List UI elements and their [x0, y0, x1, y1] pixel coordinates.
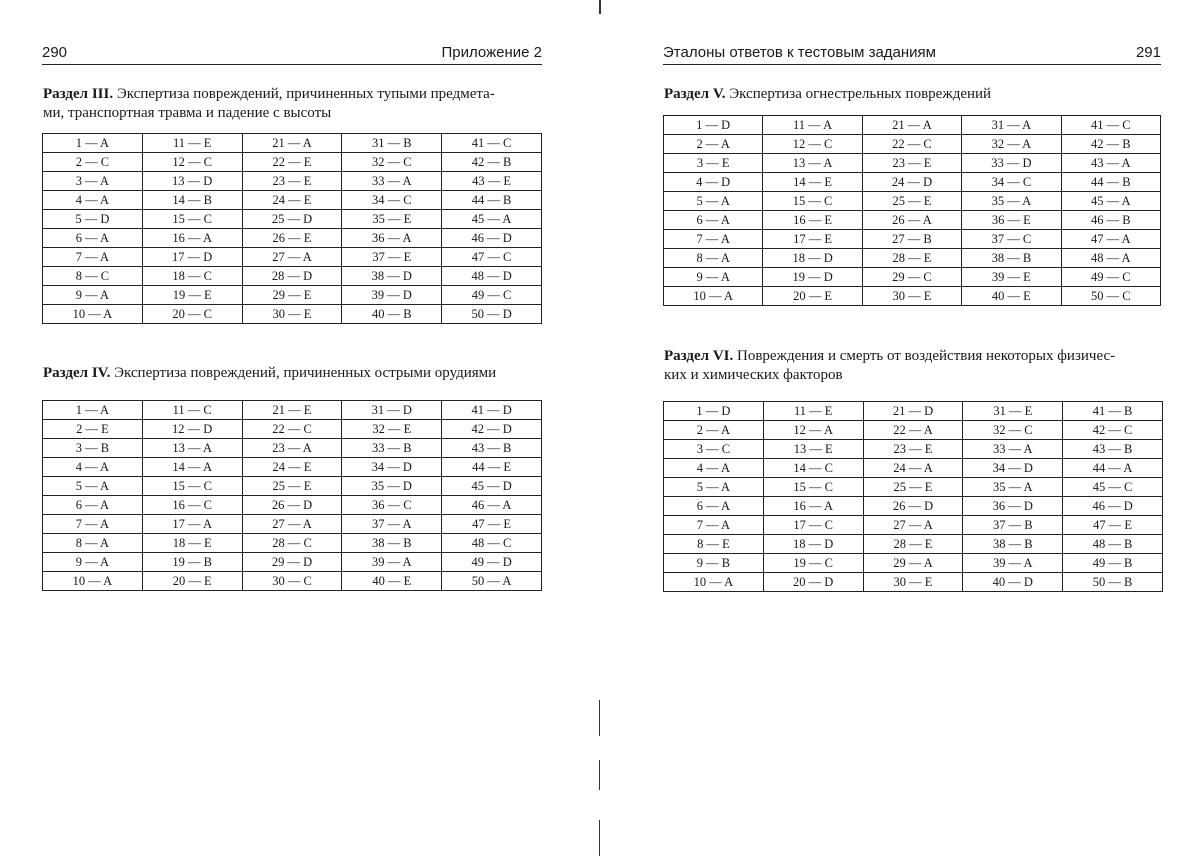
answer-cell: 11 — E [142, 134, 242, 153]
answer-cell: 36 — E [962, 211, 1061, 230]
answer-cell: 45 — C [1063, 478, 1163, 497]
answer-cell: 3 — A [43, 172, 143, 191]
answer-cell: 17 — C [763, 516, 863, 535]
answer-cell: 21 — E [242, 401, 342, 420]
page-number: 291 [1135, 44, 1161, 61]
answer-cell: 16 — C [142, 496, 242, 515]
answer-cell: 33 — A [342, 172, 442, 191]
answer-cell: 14 — A [142, 458, 242, 477]
answer-row [43, 229, 542, 248]
answer-cell: 26 — A [862, 211, 961, 230]
answer-cell: 8 — A [664, 249, 763, 268]
answer-cell: 22 — A [863, 421, 963, 440]
answer-cell: 31 — A [962, 116, 1061, 135]
answer-row [43, 172, 542, 191]
answer-row [43, 401, 542, 420]
section-title-line: Экспертиза повреждений, причиненных тупыми предмета- [116, 86, 495, 102]
answer-cell: 36 — C [342, 496, 442, 515]
answer-row [43, 496, 542, 515]
answer-row [43, 191, 542, 210]
answer-cell: 6 — A [43, 496, 143, 515]
answer-cell: 27 — A [242, 515, 342, 534]
answer-cell: 23 — A [242, 439, 342, 458]
answer-cell: 40 — D [963, 573, 1063, 592]
answer-row [664, 497, 1163, 516]
answer-cell: 46 — B [1061, 211, 1160, 230]
answer-cell: 15 — C [763, 478, 863, 497]
answer-cell: 43 — B [442, 439, 542, 458]
answer-cell: 30 — E [863, 573, 963, 592]
answer-cell: 14 — B [142, 191, 242, 210]
answer-cell: 12 — A [763, 421, 863, 440]
answer-row [664, 421, 1163, 440]
answer-cell: 30 — E [862, 287, 961, 306]
answer-cell: 42 — C [1063, 421, 1163, 440]
answer-cell: 11 — E [763, 402, 863, 421]
answer-cell: 29 — A [863, 554, 963, 573]
answer-cell: 3 — B [43, 439, 143, 458]
page-number: 290 [42, 44, 68, 61]
answer-cell: 7 — A [43, 248, 143, 267]
answer-cell: 43 — A [1061, 154, 1160, 173]
answer-cell: 24 — E [242, 458, 342, 477]
answer-cell: 48 — B [1063, 535, 1163, 554]
answer-cell: 10 — A [43, 305, 143, 324]
answer-cell: 29 — D [242, 553, 342, 572]
answer-cell: 31 — E [963, 402, 1063, 421]
answer-cell: 40 — E [962, 287, 1061, 306]
answer-cell: 1 — A [43, 401, 143, 420]
answer-cell: 6 — A [43, 229, 143, 248]
section-6-title [664, 346, 1115, 366]
answer-row [43, 420, 542, 439]
answer-row [43, 553, 542, 572]
answer-cell: 23 — E [242, 172, 342, 191]
answer-cell: 12 — C [763, 135, 862, 154]
answer-cell: 29 — C [862, 268, 961, 287]
answer-cell: 1 — D [664, 116, 763, 135]
gutter-mark [599, 700, 600, 736]
answer-cell: 10 — A [664, 287, 763, 306]
answer-cell: 46 — D [1063, 497, 1163, 516]
answer-row [43, 267, 542, 286]
answer-cell: 20 — E [142, 572, 242, 591]
answer-cell: 20 — E [763, 287, 862, 306]
answer-cell: 37 — C [962, 230, 1061, 249]
answer-cell: 32 — A [962, 135, 1061, 154]
answer-cell: 35 — E [342, 210, 442, 229]
answer-cell: 2 — A [664, 135, 763, 154]
answer-cell: 7 — A [664, 516, 764, 535]
answer-cell: 15 — C [763, 192, 862, 211]
section-5-title [664, 84, 991, 104]
running-header-left [42, 42, 542, 65]
answer-cell: 22 — C [242, 420, 342, 439]
answer-cell: 49 — B [1063, 554, 1163, 573]
answer-row [664, 135, 1161, 154]
answer-cell: 30 — C [242, 572, 342, 591]
answer-cell: 18 — D [763, 249, 862, 268]
header-title: Приложение 2 [441, 44, 542, 61]
answer-cell: 34 — D [342, 458, 442, 477]
answer-cell: 31 — D [342, 401, 442, 420]
answer-cell: 45 — D [442, 477, 542, 496]
answer-cell: 50 — A [442, 572, 542, 591]
answer-cell: 31 — B [342, 134, 442, 153]
gutter-mark [599, 820, 600, 856]
answer-cell: 33 — D [962, 154, 1061, 173]
answer-cell: 14 — E [763, 173, 862, 192]
answer-cell: 24 — A [863, 459, 963, 478]
answer-row [43, 286, 542, 305]
answer-cell: 24 — E [242, 191, 342, 210]
answer-cell: 50 — B [1063, 573, 1163, 592]
answer-row [43, 305, 542, 324]
answer-row [664, 268, 1161, 287]
answer-cell: 8 — C [43, 267, 143, 286]
section-title-line: Повреждения и смерть от воздействия некоторых физичес- [737, 348, 1116, 364]
answer-cell: 47 — A [1061, 230, 1160, 249]
section-title-line: ми, транспортная травма и падение с высоты [43, 105, 332, 121]
answer-cell: 44 — E [442, 458, 542, 477]
answer-cell: 26 — D [863, 497, 963, 516]
answer-cell: 27 — A [863, 516, 963, 535]
answer-cell: 25 — D [242, 210, 342, 229]
answer-cell: 18 — E [142, 534, 242, 553]
answer-cell: 26 — E [242, 229, 342, 248]
answer-cell: 27 — A [242, 248, 342, 267]
answer-row [664, 173, 1161, 192]
answer-row [664, 249, 1161, 268]
answer-cell: 39 — A [963, 554, 1063, 573]
header-title: Эталоны ответов к тестовым заданиям [663, 44, 936, 61]
answer-cell: 25 — E [863, 478, 963, 497]
answer-row [43, 458, 542, 477]
answer-cell: 27 — B [862, 230, 961, 249]
answer-table-section-4 [42, 400, 542, 591]
answer-cell: 32 — C [342, 153, 442, 172]
answer-cell: 46 — A [442, 496, 542, 515]
answer-cell: 16 — A [142, 229, 242, 248]
section-3-title-cont [43, 103, 331, 123]
answer-cell: 35 — D [342, 477, 442, 496]
answer-cell: 35 — A [963, 478, 1063, 497]
answer-cell: 36 — D [963, 497, 1063, 516]
answer-cell: 36 — A [342, 229, 442, 248]
answer-row [664, 192, 1161, 211]
answer-row [664, 211, 1161, 230]
answer-cell: 5 — A [43, 477, 143, 496]
answer-row [43, 477, 542, 496]
answer-row [664, 287, 1161, 306]
answer-cell: 47 — E [442, 515, 542, 534]
answer-cell: 42 — B [1061, 135, 1160, 154]
answer-cell: 33 — B [342, 439, 442, 458]
answer-cell: 38 — B [962, 249, 1061, 268]
answer-row [43, 134, 542, 153]
answer-cell: 50 — C [1061, 287, 1160, 306]
answer-cell: 21 — A [242, 134, 342, 153]
answer-cell: 23 — E [863, 440, 963, 459]
running-header-right [663, 42, 1161, 65]
answer-cell: 49 — C [442, 286, 542, 305]
answer-cell: 23 — E [862, 154, 961, 173]
section-label: Раздел III. [43, 86, 114, 102]
answer-cell: 37 — B [963, 516, 1063, 535]
answer-cell: 42 — B [442, 153, 542, 172]
answer-cell: 28 — E [862, 249, 961, 268]
answer-cell: 8 — A [43, 534, 143, 553]
answer-cell: 43 — B [1063, 440, 1163, 459]
answer-row [43, 534, 542, 553]
answer-cell: 41 — B [1063, 402, 1163, 421]
answer-cell: 4 — A [43, 458, 143, 477]
answer-row [43, 439, 542, 458]
answer-row [664, 573, 1163, 592]
answer-cell: 3 — E [664, 154, 763, 173]
answer-cell: 44 — A [1063, 459, 1163, 478]
answer-cell: 47 — C [442, 248, 542, 267]
answer-cell: 9 — A [43, 553, 143, 572]
right-page [600, 0, 1200, 856]
answer-cell: 19 — B [142, 553, 242, 572]
answer-cell: 37 — E [342, 248, 442, 267]
answer-cell: 17 — E [763, 230, 862, 249]
answer-cell: 46 — D [442, 229, 542, 248]
answer-cell: 34 — C [342, 191, 442, 210]
answer-cell: 41 — C [442, 134, 542, 153]
section-title-line: Экспертиза огнестрельных повреждений [729, 86, 992, 102]
answer-cell: 7 — A [664, 230, 763, 249]
answer-cell: 47 — E [1063, 516, 1163, 535]
answer-cell: 13 — A [763, 154, 862, 173]
answer-cell: 28 — C [242, 534, 342, 553]
answer-cell: 25 — E [242, 477, 342, 496]
answer-cell: 22 — C [862, 135, 961, 154]
answer-row [664, 459, 1163, 478]
answer-cell: 16 — A [763, 497, 863, 516]
answer-cell: 1 — A [43, 134, 143, 153]
answer-cell: 6 — A [664, 497, 764, 516]
answer-cell: 12 — C [142, 153, 242, 172]
answer-cell: 4 — A [664, 459, 764, 478]
answer-cell: 34 — C [962, 173, 1061, 192]
answer-cell: 7 — A [43, 515, 143, 534]
answer-cell: 29 — E [242, 286, 342, 305]
answer-cell: 35 — A [962, 192, 1061, 211]
answer-cell: 45 — A [442, 210, 542, 229]
answer-row [43, 210, 542, 229]
answer-row [43, 153, 542, 172]
answer-row [664, 230, 1161, 249]
section-label: Раздел VI. [664, 348, 734, 364]
answer-cell: 16 — E [763, 211, 862, 230]
answer-cell: 41 — D [442, 401, 542, 420]
answer-row [664, 516, 1163, 535]
answer-table-section-6 [663, 401, 1163, 592]
answer-cell: 32 — C [963, 421, 1063, 440]
gutter-mark [599, 760, 600, 790]
answer-cell: 48 — A [1061, 249, 1160, 268]
answer-cell: 48 — C [442, 534, 542, 553]
answer-cell: 41 — C [1061, 116, 1160, 135]
answer-cell: 20 — D [763, 573, 863, 592]
section-4-title [43, 363, 496, 383]
answer-cell: 40 — E [342, 572, 442, 591]
answer-cell: 28 — D [242, 267, 342, 286]
answer-cell: 17 — A [142, 515, 242, 534]
answer-cell: 49 — D [442, 553, 542, 572]
answer-cell: 13 — D [142, 172, 242, 191]
answer-row [664, 154, 1161, 173]
answer-cell: 21 — A [862, 116, 961, 135]
answer-cell: 2 — A [664, 421, 764, 440]
answer-cell: 30 — E [242, 305, 342, 324]
section-title-line: ких и химических факторов [664, 367, 843, 383]
answer-cell: 25 — E [862, 192, 961, 211]
answer-cell: 20 — C [142, 305, 242, 324]
answer-cell: 13 — E [763, 440, 863, 459]
answer-cell: 17 — D [142, 248, 242, 267]
answer-cell: 39 — D [342, 286, 442, 305]
answer-row [664, 535, 1163, 554]
answer-cell: 26 — D [242, 496, 342, 515]
answer-row [43, 572, 542, 591]
answer-cell: 4 — A [43, 191, 143, 210]
answer-cell: 49 — C [1061, 268, 1160, 287]
answer-cell: 42 — D [442, 420, 542, 439]
gutter-mark [599, 0, 601, 14]
answer-cell: 9 — B [664, 554, 764, 573]
answer-cell: 34 — D [963, 459, 1063, 478]
answer-cell: 10 — A [43, 572, 143, 591]
answer-cell: 43 — E [442, 172, 542, 191]
answer-cell: 6 — A [664, 211, 763, 230]
answer-cell: 39 — E [962, 268, 1061, 287]
answer-cell: 13 — A [142, 439, 242, 458]
answer-cell: 40 — B [342, 305, 442, 324]
answer-cell: 11 — C [142, 401, 242, 420]
answer-cell: 1 — D [664, 402, 764, 421]
answer-cell: 38 — D [342, 267, 442, 286]
answer-cell: 11 — A [763, 116, 862, 135]
answer-cell: 9 — A [43, 286, 143, 305]
answer-cell: 10 — A [664, 573, 764, 592]
answer-cell: 24 — D [862, 173, 961, 192]
answer-cell: 5 — A [664, 478, 764, 497]
answer-cell: 8 — E [664, 535, 764, 554]
answer-cell: 2 — E [43, 420, 143, 439]
answer-cell: 4 — D [664, 173, 763, 192]
answer-cell: 14 — C [763, 459, 863, 478]
section-label: Раздел IV. [43, 365, 111, 381]
section-title-line: Экспертиза повреждений, причиненных острыми орудиями [114, 365, 497, 381]
answer-cell: 32 — E [342, 420, 442, 439]
answer-cell: 38 — B [963, 535, 1063, 554]
answer-cell: 19 — C [763, 554, 863, 573]
answer-cell: 9 — A [664, 268, 763, 287]
answer-cell: 44 — B [442, 191, 542, 210]
answer-cell: 12 — D [142, 420, 242, 439]
answer-table-section-5 [663, 115, 1161, 306]
answer-cell: 3 — C [664, 440, 764, 459]
answer-cell: 15 — C [142, 210, 242, 229]
answer-row [664, 116, 1161, 135]
answer-row [664, 554, 1163, 573]
answer-row [43, 515, 542, 534]
answer-table-section-3 [42, 133, 542, 324]
section-6-title-cont [664, 365, 843, 385]
answer-cell: 5 — D [43, 210, 143, 229]
answer-cell: 19 — D [763, 268, 862, 287]
answer-cell: 22 — E [242, 153, 342, 172]
answer-cell: 38 — B [342, 534, 442, 553]
answer-cell: 18 — D [763, 535, 863, 554]
answer-cell: 2 — C [43, 153, 143, 172]
answer-cell: 44 — B [1061, 173, 1160, 192]
answer-cell: 33 — A [963, 440, 1063, 459]
answer-cell: 19 — E [142, 286, 242, 305]
answer-cell: 28 — E [863, 535, 963, 554]
section-label: Раздел V. [664, 86, 726, 102]
answer-row [664, 478, 1163, 497]
answer-row [664, 402, 1163, 421]
answer-cell: 5 — A [664, 192, 763, 211]
answer-row [43, 248, 542, 267]
answer-row [664, 440, 1163, 459]
answer-cell: 37 — A [342, 515, 442, 534]
answer-cell: 18 — C [142, 267, 242, 286]
answer-cell: 45 — A [1061, 192, 1160, 211]
answer-cell: 48 — D [442, 267, 542, 286]
answer-cell: 50 — D [442, 305, 542, 324]
answer-cell: 21 — D [863, 402, 963, 421]
section-3-title [43, 84, 495, 104]
answer-cell: 15 — C [142, 477, 242, 496]
answer-cell: 39 — A [342, 553, 442, 572]
